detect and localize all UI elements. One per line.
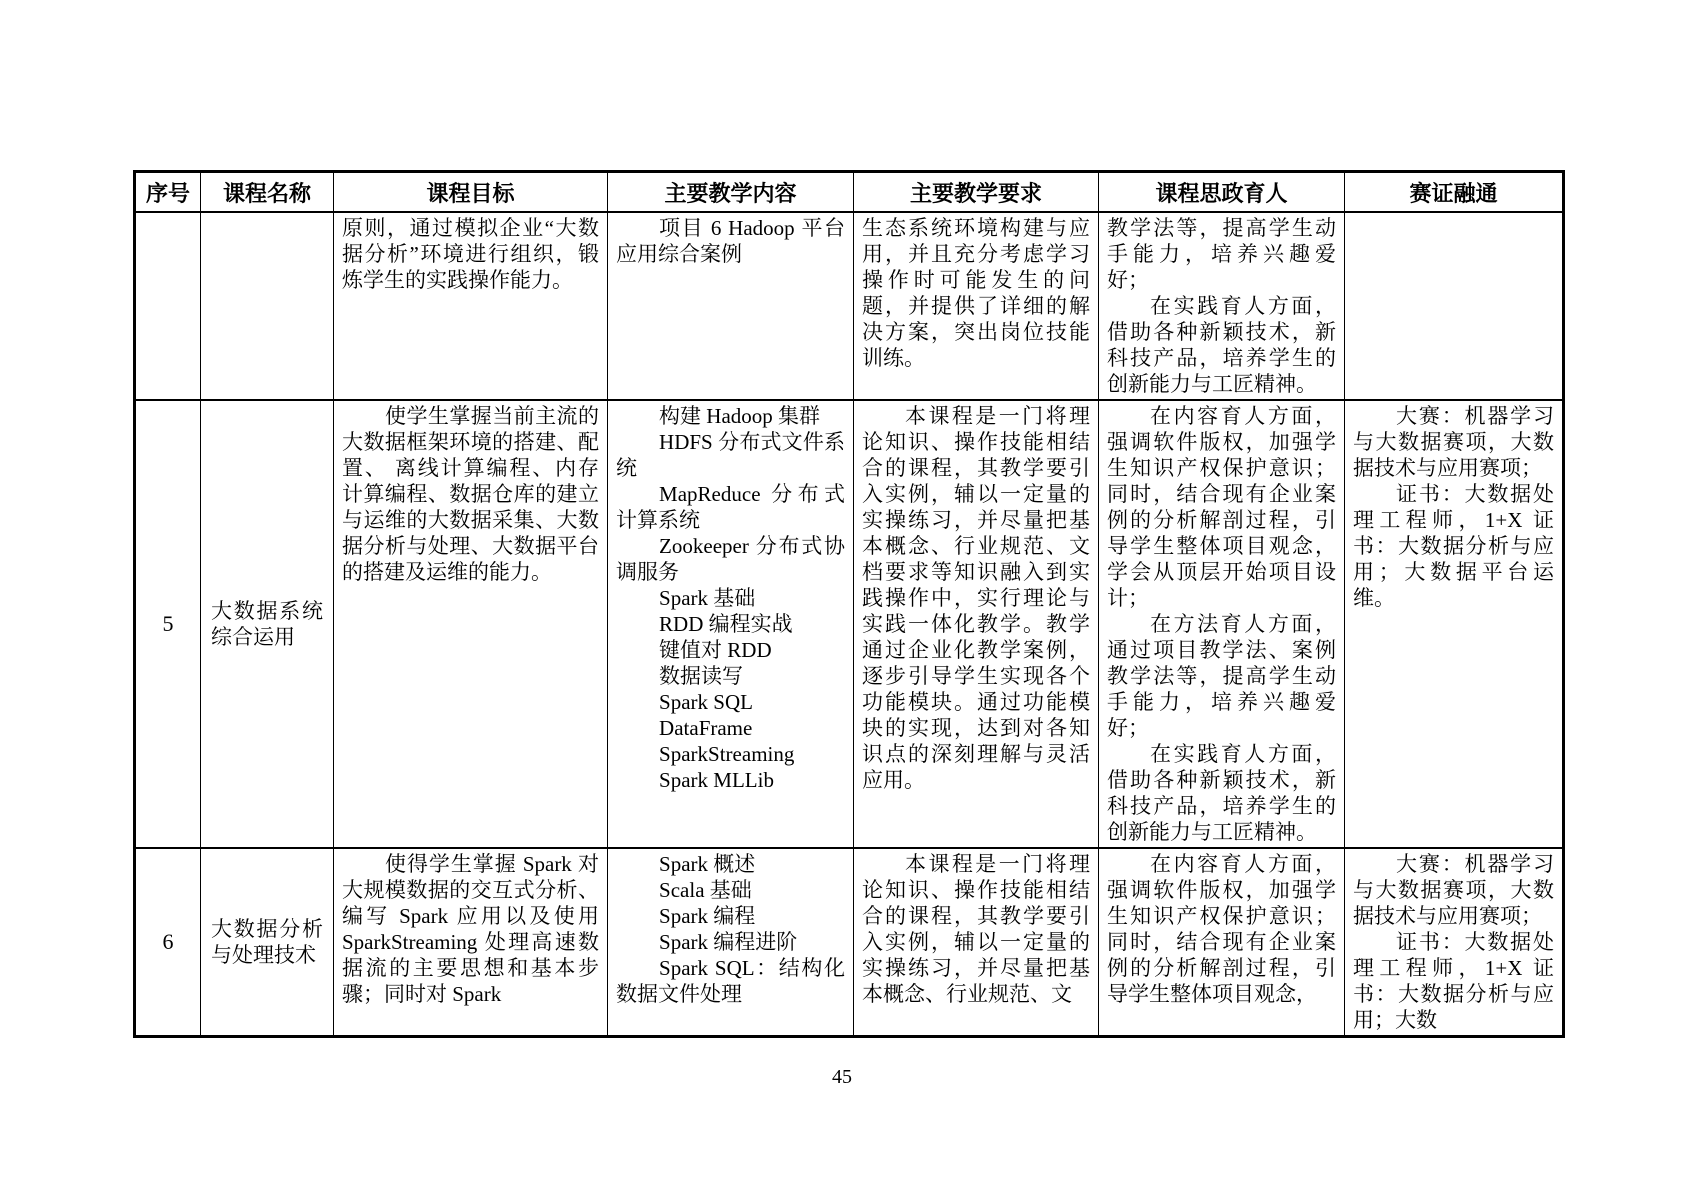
cell-course-name: 大数据分析与处理技术: [201, 848, 334, 1037]
cell-paragraph: Spark 编程: [659, 904, 756, 928]
cell-requirement: [854, 212, 1099, 400]
cell-paragraph: 教学法等，提高学生动手能力，培养兴趣爱好；: [1107, 216, 1336, 292]
cell-paragraph: SparkStreaming: [659, 742, 795, 766]
cell-paragraph: 本课程是一门将理论知识、操作技能相结合的课程，其教学要引入实例，辅以一定量的实操练习，并尽量把基本概念、行业规范、文: [862, 852, 1090, 1006]
cell-no: [135, 212, 201, 400]
cell-paragraph: 使学生掌握当前主流的大数据框架环境的搭建、配置、 离线计算编程、内存计算编程、数据仓库的建立与运维的大数据采集、大数据分析与处理、大数据平台的搭建及运维的能力。: [342, 404, 599, 584]
column-header-ideology: 课程思政育人: [1099, 172, 1345, 213]
cell-paragraph: 在实践育人方面，借助各种新颖技术，新科技产品，培养学生的创新能力与工匠精神。: [1107, 742, 1336, 844]
cell-paragraph: 证书：大数据处理工程师，1+X 证书：大数据分析与应用；大数: [1353, 930, 1554, 1032]
cell-paragraph: 证书：大数据处理工程师，1+X 证书：大数据分析与应用；大数据平台运维。: [1353, 482, 1554, 610]
cell-paragraph: Spark 概述: [659, 852, 756, 876]
cell-paragraph: 本课程是一门将理论知识、操作技能相结合的课程，其教学要引入实例，辅以一定量的实操练习，并尽量把基本概念、行业规范、文档要求等知识融入到实践操作中，实行理论与实践一体化教学。教学通过企业化教学案例，逐步引导学生实现各个功能模块。通过功能模块的实现，达到对各知识点的深刻理解与灵活应用。: [862, 404, 1090, 792]
cell-paragraph: DataFrame: [659, 716, 753, 740]
cell-ideology: [1099, 848, 1345, 1037]
column-header-no: 序号: [135, 172, 201, 213]
cell-paragraph: Spark 编程进阶: [659, 930, 798, 954]
column-header-objective: 课程目标: [334, 172, 608, 213]
cell-content: [608, 400, 854, 848]
cell-certification: [1345, 212, 1564, 400]
table-header-row: [135, 172, 1564, 213]
cell-objective: [334, 848, 608, 1037]
cell-paragraph: HDFS 分布式文件系统: [616, 430, 845, 480]
cell-no: 5: [135, 400, 201, 848]
table-row-continuation: [135, 212, 1564, 400]
cell-paragraph: 在实践育人方面，借助各种新颖技术，新科技产品，培养学生的创新能力与工匠精神。: [1107, 294, 1336, 396]
cell-ideology: [1099, 400, 1345, 848]
cell-paragraph: 大赛：机器学习与大数据赛项，大数据技术与应用赛项；: [1353, 404, 1554, 480]
cell-paragraph: Zookeeper 分布式协调服务: [616, 534, 845, 584]
cell-ideology: [1099, 212, 1345, 400]
cell-course-name: 大数据系统综合运用: [201, 400, 334, 848]
page-number: 45: [832, 1066, 852, 1088]
cell-requirement: [854, 400, 1099, 848]
cell-certification: [1345, 848, 1564, 1037]
cell-content: [608, 848, 854, 1037]
cell-certification: [1345, 400, 1564, 848]
cell-paragraph: 构建 Hadoop 集群: [659, 404, 821, 428]
cell-objective: [334, 400, 608, 848]
cell-paragraph: 项目 6 Hadoop 平台应用综合案例: [616, 216, 845, 266]
cell-paragraph: 使得学生掌握 Spark 对大规模数据的交互式分析、编写 Spark 应用以及使用 SparkStreaming 处理高速数据流的主要思想和基本步骤；同时对 Spark: [342, 852, 599, 1006]
column-header-content: 主要教学内容: [608, 172, 854, 213]
cell-paragraph: Scala 基础: [659, 878, 752, 902]
table-row-6: [135, 848, 1564, 1037]
cell-paragraph: 在方法育人方面，通过项目教学法、案例教学法等，提高学生动手能力，培养兴趣爱好；: [1107, 612, 1336, 740]
cell-paragraph: Spark SQL: [659, 690, 753, 714]
table-row-5: [135, 400, 1564, 848]
cell-paragraph: Spark 基础: [659, 586, 756, 610]
cell-paragraph: 数据读写: [659, 664, 744, 688]
column-header-certification: 赛证融通: [1345, 172, 1564, 213]
cell-paragraph: 键值对 RDD: [659, 638, 772, 662]
cell-paragraph: Spark SQL：结构化数据文件处理: [616, 956, 845, 1006]
cell-paragraph: MapReduce 分布式计算系统: [616, 482, 845, 532]
cell-course-name: [201, 212, 334, 400]
cell-paragraph: 大赛：机器学习与大数据赛项，大数据技术与应用赛项；: [1353, 852, 1554, 928]
course-table: [133, 170, 1565, 1038]
cell-paragraph: 生态系统环境构建与应用，并且充分考虑学习操作时可能发生的问题，并提供了详细的解决方案，突出岗位技能训练。: [862, 216, 1090, 370]
cell-paragraph: Spark MLLib: [659, 768, 774, 792]
column-header-course-name: 课程名称: [201, 172, 334, 213]
cell-paragraph: 在内容育人方面，强调软件版权，加强学生知识产权保护意识；同时，结合现有企业案例的分析解剖过程，引导学生整体项目观念，学会从顶层开始项目设计；: [1107, 404, 1336, 610]
column-header-requirement: 主要教学要求: [854, 172, 1099, 213]
cell-requirement: [854, 848, 1099, 1037]
cell-paragraph: 原则，通过模拟企业“大数据分析”环境进行组织，锻炼学生的实践操作能力。: [342, 216, 599, 292]
cell-objective: [334, 212, 608, 400]
cell-no: 6: [135, 848, 201, 1037]
cell-paragraph: RDD 编程实战: [659, 612, 793, 636]
cell-content: [608, 212, 854, 400]
cell-paragraph: 在内容育人方面，强调软件版权，加强学生知识产权保护意识；同时，结合现有企业案例的分析解剖过程，引导学生整体项目观念，: [1107, 852, 1336, 1006]
